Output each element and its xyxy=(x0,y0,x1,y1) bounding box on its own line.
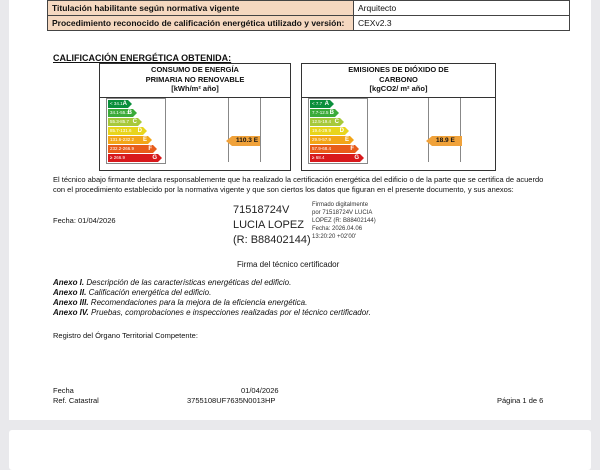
annex-item xyxy=(53,288,211,298)
footer-fecha-value: 01/04/2026 xyxy=(241,386,279,395)
emisiones-band-b xyxy=(310,109,335,117)
consumo-unit: [kWh/m² año] xyxy=(171,84,219,93)
header-value: CEXv2.3 xyxy=(354,16,570,31)
next-page-edge xyxy=(9,430,591,470)
signature-digital-line: LOPEZ (R: B88402144) xyxy=(312,218,376,224)
emisiones-band-letter: G xyxy=(354,155,359,161)
registro-label: Registro del Órgano Territorial Competente: xyxy=(53,331,198,340)
emisiones-band-range: 29.9-57.9 xyxy=(312,137,332,142)
consumo-box xyxy=(99,63,291,171)
emisiones-unit: [kgCO2/ m² año] xyxy=(369,84,428,93)
consumo-band-arrow xyxy=(158,154,162,162)
footer-fecha-key: Fecha xyxy=(53,386,74,395)
emisiones-header xyxy=(302,64,495,98)
consumo-band-range: 55.3-85.7 xyxy=(110,119,130,124)
emisiones-band-arrow xyxy=(335,109,339,117)
annex-text: Calificación energética del edificio. xyxy=(86,288,212,297)
consumo-band-range: < 34.1 xyxy=(110,101,123,106)
header-row xyxy=(48,16,570,31)
marker-arrow xyxy=(426,136,432,146)
annex-text: Recomendaciones para la mejora de la eficiencia energética. xyxy=(88,298,308,307)
consumo-band-arrow xyxy=(138,118,142,126)
emisiones-band-range: 57.9-68.4 xyxy=(312,146,332,151)
header-key: Titulación habilitante según normativa vigente xyxy=(48,1,354,16)
consumo-band-d xyxy=(108,127,143,135)
consumo-scale xyxy=(106,98,166,164)
footer-ref-key: Ref. Catastral xyxy=(53,396,99,405)
emisiones-band-letter: E xyxy=(344,137,349,143)
signature-digital-line: Fecha: 2026.04.06 xyxy=(312,226,363,232)
header-table xyxy=(47,0,570,31)
emisiones-band-arrow xyxy=(360,154,364,162)
signature-id: 71518724V xyxy=(233,204,290,216)
emisiones-band-arrow xyxy=(330,100,334,108)
emisiones-band-range: 7.7-12.5 xyxy=(312,110,329,115)
consumo-band-letter: B xyxy=(127,110,132,116)
consumo-band-letter: D xyxy=(137,128,142,134)
declaration-text: El técnico abajo firmante declara responsablemente que ha realizado la certificación energética del edificio o de la parte que se certifica de acuerdo con el procedimiento establecido por la normativa vigente y que son ciertos los datos que figuran en el presente documento, y sus anexos: xyxy=(53,175,544,194)
column-divider xyxy=(228,98,230,162)
footer-ref-value: 3755108UF7635N0013HP xyxy=(187,396,276,405)
emisiones-band-range: 19.4-29.9 xyxy=(312,128,332,133)
consumo-band-range: 85.7-131.6 xyxy=(110,128,132,133)
signature-name: LUCIA LOPEZ xyxy=(233,219,304,231)
consumo-title-1: CONSUMO DE ENERGÍA xyxy=(151,65,239,74)
emisiones-band-arrow xyxy=(345,127,349,135)
consumo-band-letter: F xyxy=(148,146,152,152)
emisiones-band-a xyxy=(310,100,330,108)
certificate-page xyxy=(9,0,591,420)
column-divider xyxy=(260,98,262,162)
section-title: CALIFICACIÓN ENERGÉTICA OBTENIDA: xyxy=(53,53,232,63)
consumo-band-letter: G xyxy=(152,155,157,161)
column-divider xyxy=(460,98,462,162)
annex-item xyxy=(53,298,307,308)
emisiones-band-arrow xyxy=(355,145,359,153)
consumo-band-a xyxy=(108,100,128,108)
consumo-band-range: ≥ 266.9 xyxy=(110,155,125,160)
emisiones-title-2: CARBONO xyxy=(379,74,418,84)
emisiones-value: 18.9 E xyxy=(436,137,455,144)
consumo-rating-marker xyxy=(232,136,260,146)
emisiones-band-letter: C xyxy=(334,119,339,125)
emisiones-band-range: ≥ 68.4 xyxy=(312,155,325,160)
consumo-band-letter: E xyxy=(142,137,147,143)
consumo-value: 110.3 E xyxy=(236,137,259,144)
page-number: Página 1 de 6 xyxy=(497,396,544,405)
header-key: Procedimiento reconocido de calificación energética utilizado y versión: xyxy=(48,16,354,31)
consumo-band-e xyxy=(108,136,148,144)
signature-digital-line: por 71518724V LUCIA xyxy=(312,210,373,216)
emisiones-band-arrow xyxy=(340,118,344,126)
emisiones-rating-marker xyxy=(432,136,462,146)
emisiones-band-arrow xyxy=(350,136,354,144)
consumo-band-letter: A xyxy=(122,101,127,107)
emisiones-band-letter: F xyxy=(350,146,354,152)
annex-item xyxy=(53,278,291,288)
consumo-band-arrow xyxy=(143,127,147,135)
emisiones-band-letter: A xyxy=(324,101,329,107)
marker-arrow xyxy=(226,136,232,146)
consumo-band-arrow xyxy=(128,100,132,108)
consumo-band-b xyxy=(108,109,133,117)
consumo-band-letter: C xyxy=(132,119,137,125)
consumo-band-f xyxy=(108,145,153,153)
emisiones-band-range: < 7.7 xyxy=(312,101,323,106)
consumo-band-arrow xyxy=(133,109,137,117)
annex-label: Anexo IV. xyxy=(53,308,89,317)
header-value: Arquitecto xyxy=(354,1,570,16)
annex-label: Anexo I. xyxy=(53,278,85,287)
annex-text: Descripción de las características energéticas del edificio. xyxy=(84,278,292,287)
emisiones-scale xyxy=(308,98,368,164)
emisiones-band-letter: B xyxy=(329,110,334,116)
header-row xyxy=(48,1,570,16)
annex-label: Anexo III. xyxy=(53,298,89,307)
consumo-band-range: 34.1-55.3 xyxy=(110,110,130,115)
consumo-title-2: PRIMARIA NO RENOVABLE xyxy=(145,74,245,84)
consumo-band-range: 232.2-266.9 xyxy=(110,146,135,151)
emisiones-box xyxy=(301,63,496,171)
consumo-band-g xyxy=(108,154,158,162)
signature-ref: (R: B88402144) xyxy=(233,234,311,246)
annex-text: Pruebas, comprobaciones e inspecciones realizadas por el técnico certificador. xyxy=(88,308,371,317)
consumo-band-range: 131.6-232.2 xyxy=(110,137,135,142)
annex-label: Anexo II. xyxy=(53,288,87,297)
consumo-band-arrow xyxy=(148,136,152,144)
signature-digital-line: Firmado digitalmente xyxy=(312,202,369,208)
emisiones-band-range: 12.5-19.4 xyxy=(312,119,332,124)
emisiones-band-f xyxy=(310,145,355,153)
emisiones-band-d xyxy=(310,127,345,135)
emisiones-band-letter: D xyxy=(339,128,344,134)
emisiones-title-1: EMISIONES DE DIÓXIDO DE xyxy=(348,65,449,74)
emisiones-band-c xyxy=(310,118,340,126)
consumo-band-c xyxy=(108,118,138,126)
firma-label: Firma del técnico certificador xyxy=(237,260,340,269)
consumo-band-arrow xyxy=(153,145,157,153)
annex-item xyxy=(53,308,371,318)
column-divider xyxy=(428,98,430,162)
consumo-header xyxy=(100,64,290,98)
emisiones-band-e xyxy=(310,136,350,144)
fecha-label: Fecha: 01/04/2026 xyxy=(53,216,116,225)
signature-digital-line: 13:20:20 +02'00' xyxy=(312,234,357,240)
emisiones-band-g xyxy=(310,154,360,162)
